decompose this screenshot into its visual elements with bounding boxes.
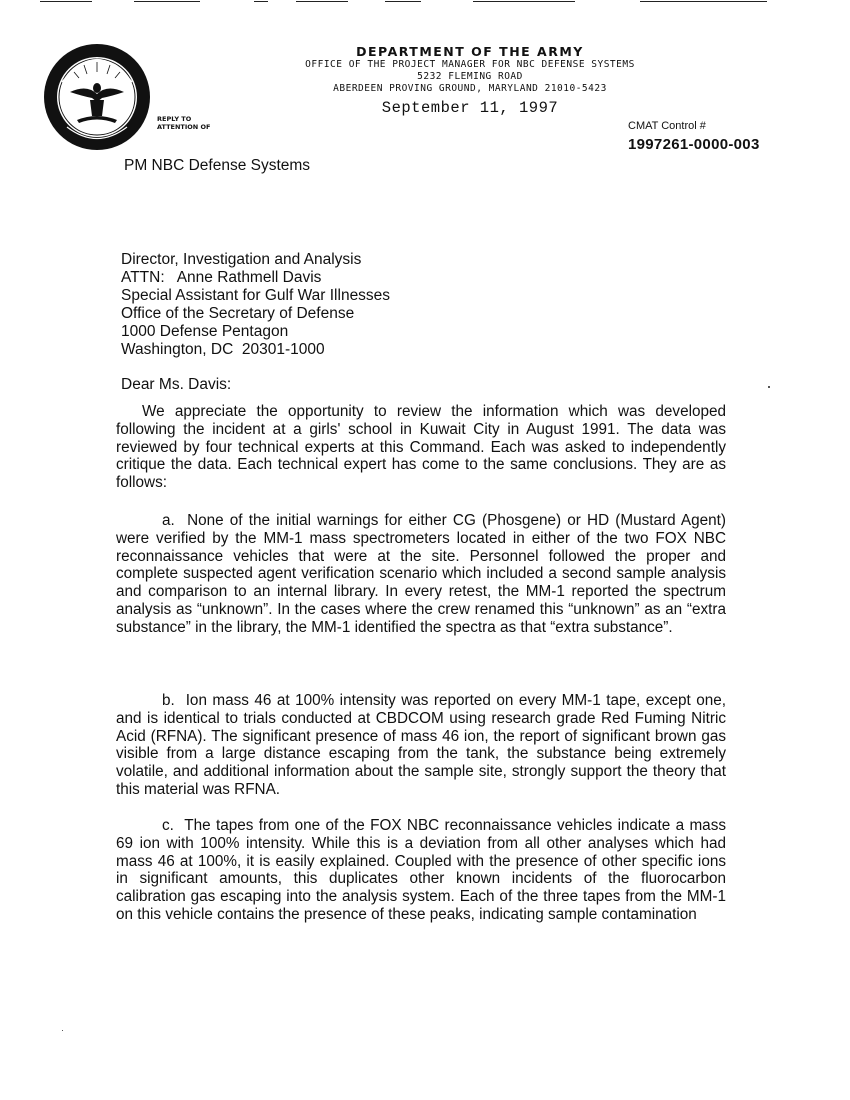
scan-artifact	[296, 1, 348, 2]
scan-speck	[768, 386, 770, 388]
address-line: Special Assistant for Gulf War Illnesses	[121, 287, 391, 304]
item-label: c.	[162, 817, 174, 834]
intro-paragraph: We appreciate the opportunity to review the information which was developed following the incident at a girls' school in Kuwait City in August 1991. The data was reviewed by four technical experts at this Command. Each was asked to independently critique the data. Each technical expert has come to the same conclusions. They are as follows:	[116, 403, 726, 492]
control-number: 1997261-0000-003	[628, 136, 760, 153]
letter-date: September 11, 1997	[381, 99, 559, 117]
finding-a	[116, 512, 726, 637]
item-label: b.	[162, 692, 175, 709]
finding-c	[116, 817, 726, 924]
sender-office: PM NBC Defense Systems	[124, 157, 311, 174]
salutation: Dear Ms. Davis:	[121, 376, 232, 393]
department-of-defense-seal-icon	[42, 42, 152, 152]
finding-b	[116, 692, 726, 799]
address-line: 1000 Defense Pentagon	[121, 323, 289, 340]
street-address: 5232 FLEMING ROAD	[417, 71, 523, 82]
item-text: Ion mass 46 at 100% intensity was reported on every MM-1 tape, except one, and is identical to trials conducted at CBDCOM using research grade Red Fuming Nitric Acid (RFNA). The significant presence of mass 46 ion, the report of significant brown gas visible from a large distance escaping from the tank, the substance being extremely volatile, and additional information about the sample site, strongly support the theory that this material was RFNA.	[116, 692, 727, 798]
item-label: a.	[162, 512, 175, 529]
control-number-block	[628, 120, 760, 153]
department-name: DEPARTMENT OF THE ARMY	[356, 44, 584, 59]
office-name: OFFICE OF THE PROJECT MANAGER FOR NBC DEFENSE SYSTEMS	[305, 59, 635, 70]
address-line: Washington, DC 20301-1000	[121, 341, 325, 358]
control-label: CMAT Control #	[628, 120, 706, 132]
reply-to-label: REPLY TO ATTENTION OF	[157, 115, 211, 131]
city-address: ABERDEEN PROVING GROUND, MARYLAND 21010-5423	[333, 83, 607, 94]
item-text: The tapes from one of the FOX NBC reconnaissance vehicles indicate a mass 69 ion with 100% intensity. While this is a deviation from all other analyses which had mass 46 at 100%, it is easily explained. Coupled with the presence of other specific ions in significant amounts, this duplicates other known incidents of the fluorocarbon calibration gas escaping into the analysis system. Each of the three tapes from the MM-1 on this vehicle contains the presence of these peaks, indicating sample contamination	[116, 817, 726, 923]
scan-artifact	[385, 1, 421, 2]
recipient-address	[121, 251, 390, 359]
address-line: Director, Investigation and Analysis	[121, 251, 362, 268]
scan-artifact	[40, 1, 92, 2]
scan-speck	[62, 1030, 63, 1031]
scan-artifact	[473, 1, 575, 2]
scan-artifact	[254, 1, 268, 2]
address-line: Office of the Secretary of Defense	[121, 305, 355, 322]
item-text: None of the initial warnings for either CG (Phosgene) or HD (Mustard Agent) were verified by the MM-1 mass spectrometers located in either of the two FOX NBC reconnaissance vehicles that were at the site. Personnel followed the proper and complete suspected agent verification scenario which included a second sample analysis and comparison to an internal library. In every retest, the MM-1 reported the spectrum analysis as “unknown”. In the cases where the crew renamed this “unknown” as an “extra substance” in the library, the MM-1 identified the spectra as that “extra substance”.	[116, 512, 726, 636]
letterhead	[230, 44, 710, 117]
scan-artifact	[134, 1, 200, 2]
scan-artifact	[640, 1, 767, 2]
address-line: ATTN: Anne Rathmell Davis	[121, 269, 322, 286]
